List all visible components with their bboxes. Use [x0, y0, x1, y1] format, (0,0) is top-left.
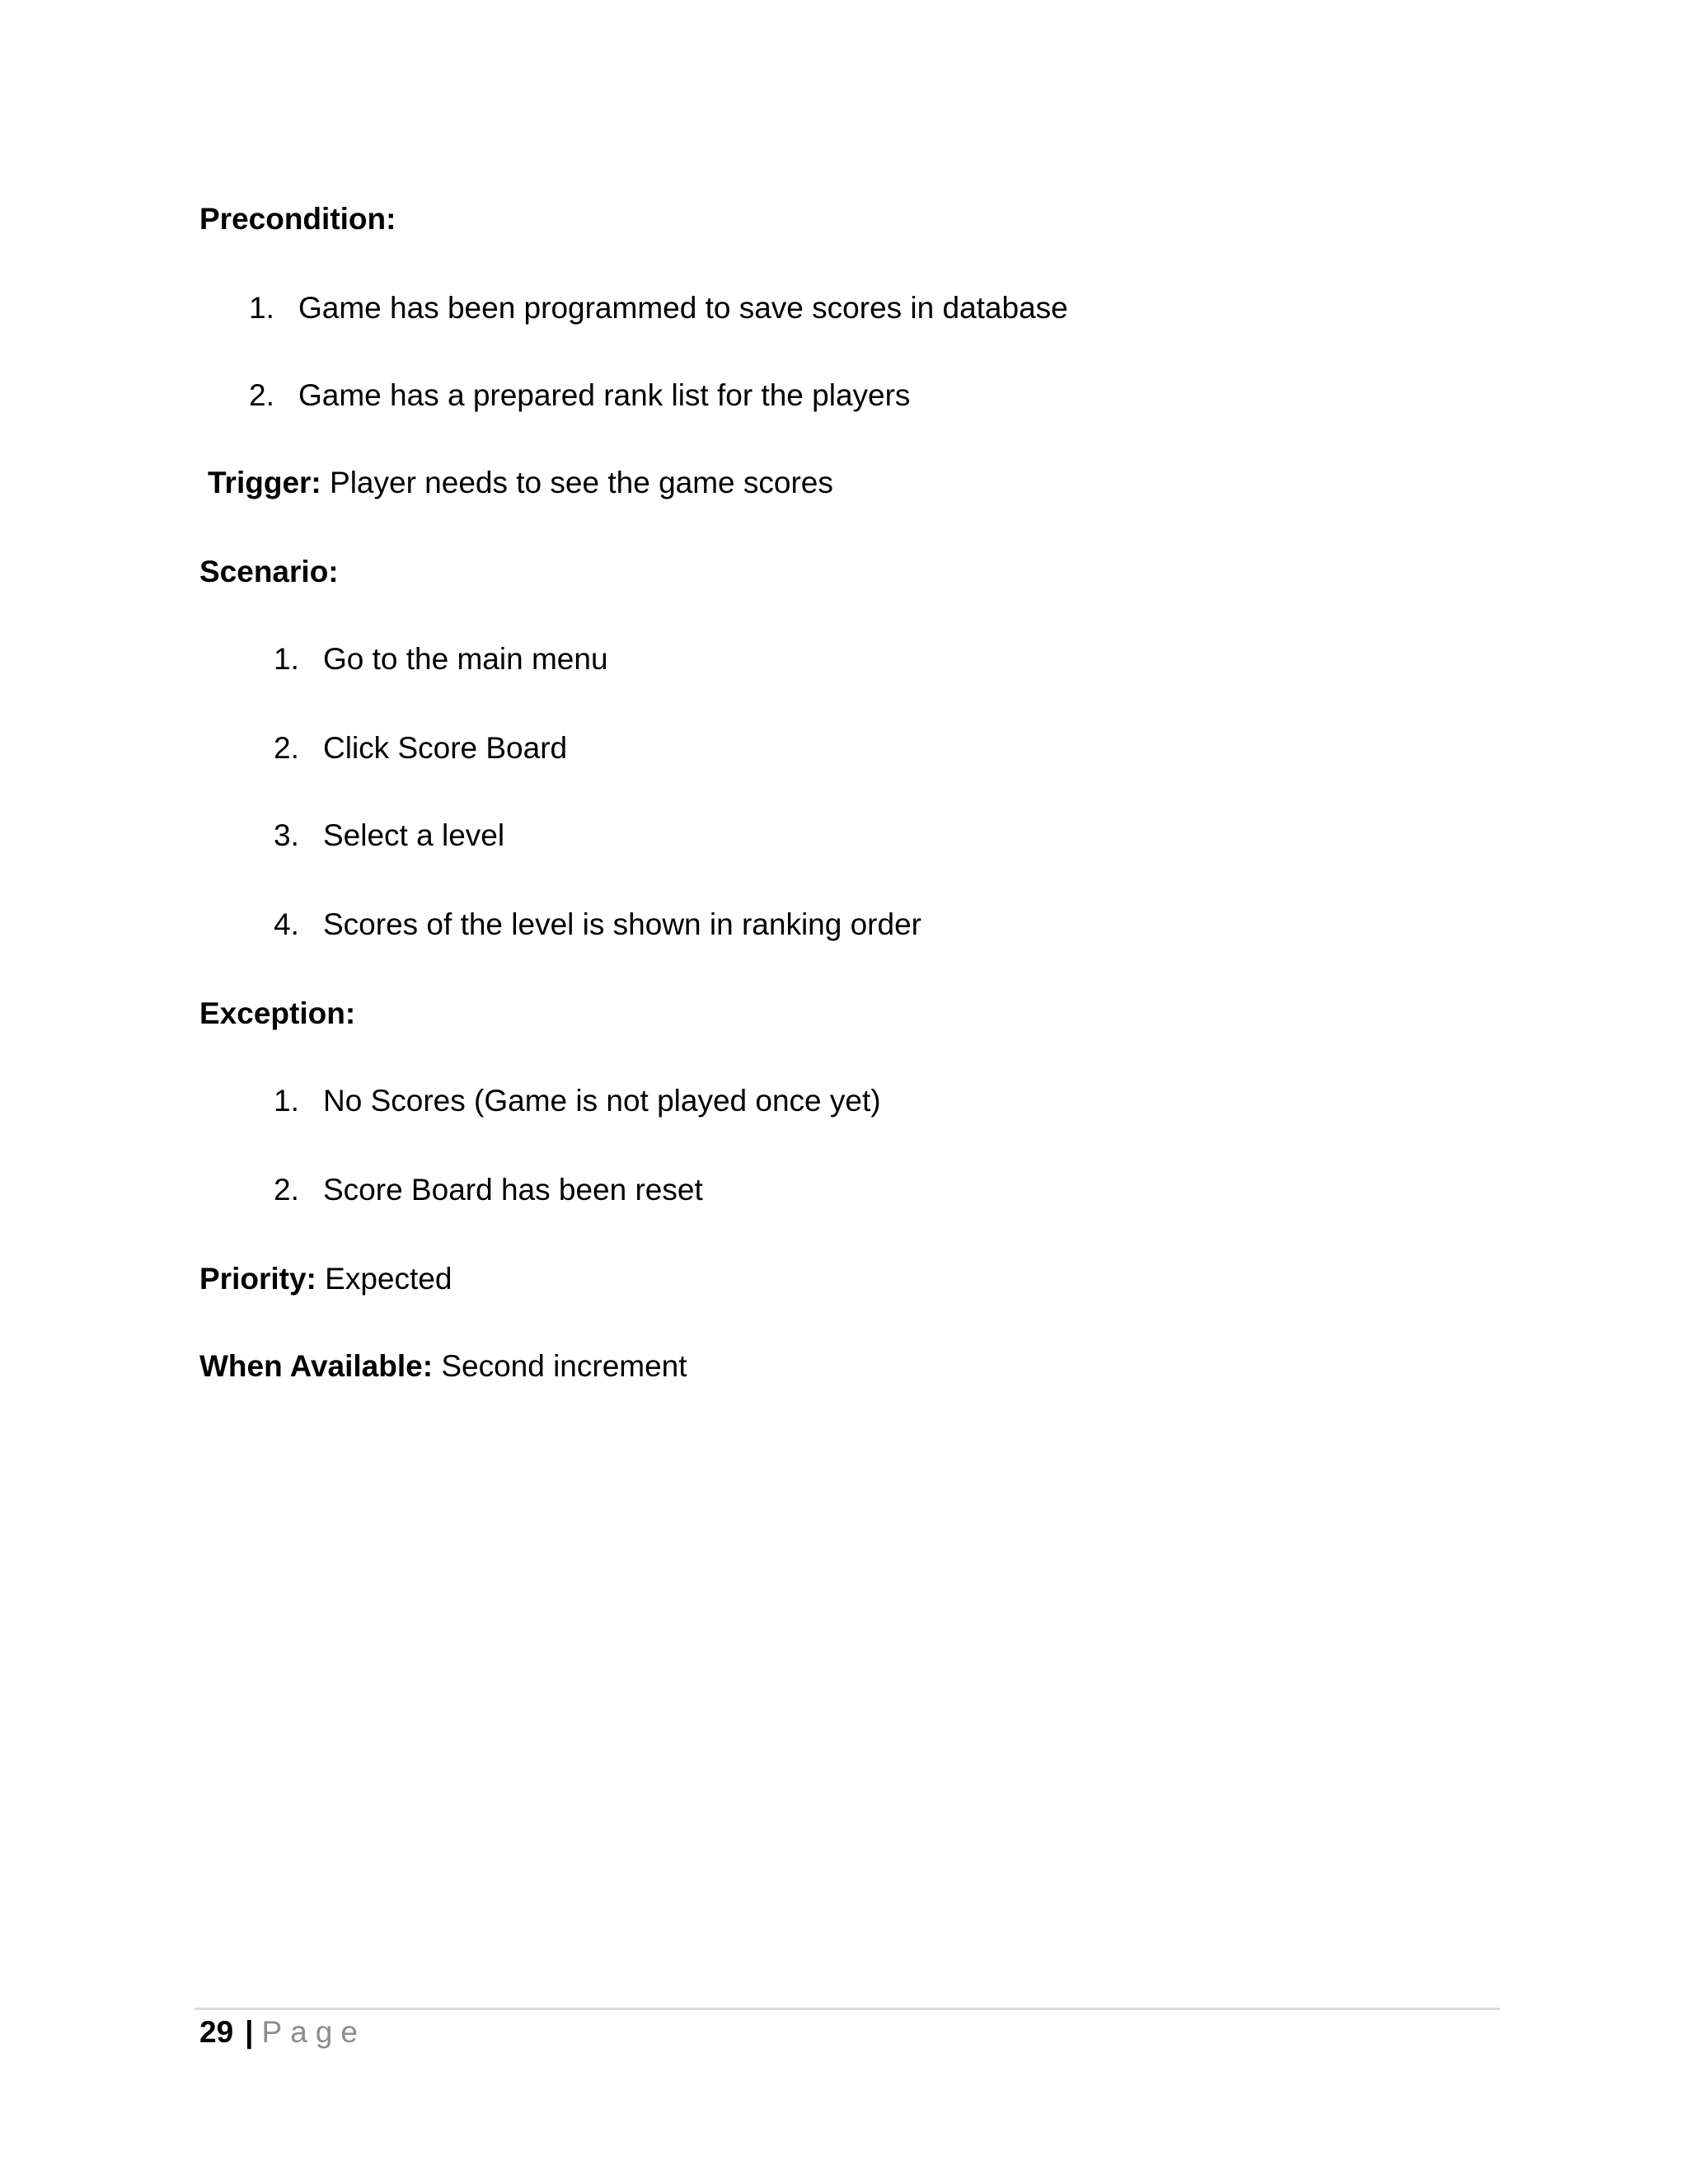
priority-label: Priority: — [199, 1262, 316, 1296]
list-text: Game has been programmed to save scores in database — [298, 291, 1068, 325]
trigger-value: Player needs to see the game scores — [330, 466, 833, 499]
list-number: 1. — [249, 291, 274, 325]
list-number: 2. — [274, 1173, 299, 1207]
list-text: Scores of the level is shown in ranking order — [323, 907, 921, 941]
scenario-heading: Scenario: — [199, 555, 339, 588]
page-label: Page — [261, 2015, 366, 2049]
list-text: No Scores (Game is not played once yet) — [323, 1084, 881, 1118]
trigger-label: Trigger: — [208, 466, 321, 499]
priority-line — [199, 1261, 452, 1297]
list-number: 4. — [274, 907, 299, 941]
when-available-value: Second increment — [441, 1349, 687, 1383]
list-text: Click Score Board — [323, 731, 568, 765]
list-text: Go to the main menu — [323, 642, 608, 676]
list-text: Select a level — [323, 818, 505, 852]
footer-divider — [195, 2008, 1500, 2010]
priority-value: Expected — [325, 1262, 452, 1296]
list-number: 1. — [274, 1084, 299, 1118]
when-available-line — [199, 1348, 687, 1385]
list-number: 2. — [249, 378, 274, 412]
list-number: 2. — [274, 731, 299, 765]
list-number: 3. — [274, 818, 299, 852]
list-text: Score Board has been reset — [323, 1173, 703, 1207]
trigger-line — [208, 465, 833, 501]
page-footer — [199, 2014, 366, 2050]
page-number: 29 — [199, 2015, 234, 2049]
footer-separator: | — [245, 2015, 254, 2049]
precondition-heading: Precondition: — [199, 202, 396, 236]
exception-heading: Exception: — [199, 996, 356, 1030]
when-available-label: When Available: — [199, 1349, 434, 1383]
list-text: Game has a prepared rank list for the players — [298, 378, 911, 412]
list-number: 1. — [274, 642, 299, 676]
